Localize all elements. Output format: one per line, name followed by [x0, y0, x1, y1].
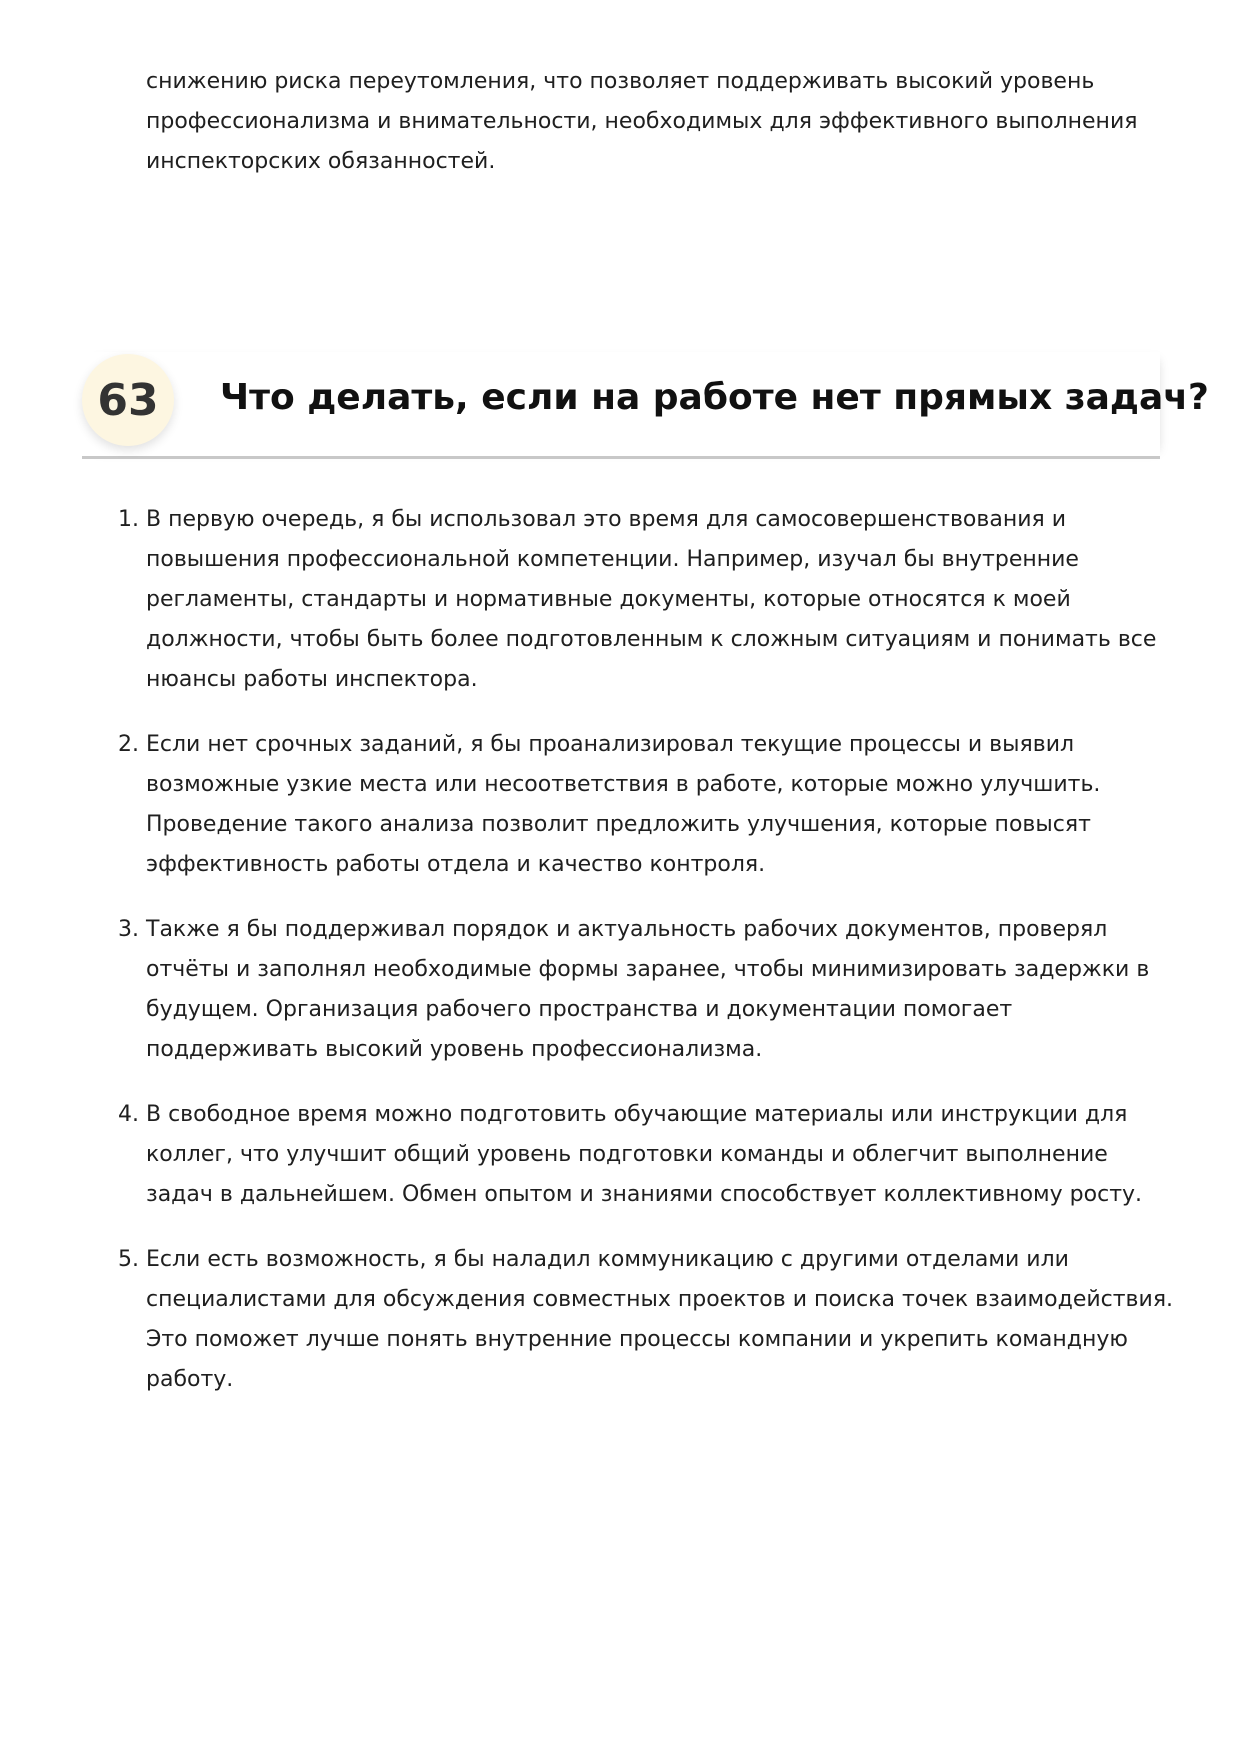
question-number-badge: 63: [82, 354, 174, 446]
list-item-number: 1.: [118, 507, 139, 532]
list-item: [106, 910, 1166, 1070]
text-line: инспекторских обязанностей.: [146, 149, 496, 174]
text-line: профессионализма и внимательности, необходимых для эффективного выполнения: [146, 109, 1138, 134]
text-line: повышения профессиональной компетенции. Например, изучал бы внутренние: [146, 547, 1079, 572]
text-line: будущем. Организация рабочего пространства и документации помогает: [146, 997, 1013, 1022]
section-header: [82, 352, 1209, 459]
answer-list: [106, 500, 1174, 1425]
list-item: [106, 1095, 1166, 1215]
text-line: Также я бы поддерживал порядок и актуальность рабочих документов, проверял: [146, 917, 1108, 942]
text-line: В первую очередь, я бы использовал это время для самосовершенствования и: [146, 507, 1067, 532]
text-line: Проведение такого анализа позволит предложить улучшения, которые повысят: [146, 812, 1091, 837]
list-item-text: [146, 500, 1166, 700]
text-line: возможные узкие места или несоответствия в работе, которые можно улучшить.: [146, 772, 1101, 797]
section-title: Что делать, если на работе нет прямых задач?: [220, 377, 1209, 418]
text-line: коллег, что улучшит общий уровень подготовки команды и облегчит выполнение: [146, 1142, 1108, 1167]
text-line: В свободное время можно подготовить обучающие материалы или инструкции для: [146, 1102, 1128, 1127]
text-line: специалистами для обсуждения совместных проектов и поиска точек взаимодействия.: [146, 1287, 1174, 1312]
list-item-number: 2.: [118, 732, 139, 757]
list-item-number: 3.: [118, 917, 139, 942]
text-line: Если есть возможность, я бы наладил коммуникацию с другими отделами или: [146, 1247, 1069, 1272]
text-line: задач в дальнейшем. Обмен опытом и знаниями способствует коллективному росту.: [146, 1182, 1143, 1207]
list-item-number: 4.: [118, 1102, 139, 1127]
text-line: должности, чтобы быть более подготовленным к сложным ситуациям и понимать все: [146, 627, 1157, 652]
text-line: поддерживать высокий уровень профессионализма.: [146, 1037, 763, 1062]
text-line: работу.: [146, 1367, 234, 1392]
text-line: эффективность работы отдела и качество контроля.: [146, 852, 766, 877]
text-line: нюансы работы инспектора.: [146, 667, 478, 692]
list-item: [106, 500, 1166, 700]
text-line: снижению риска переутомления, что позволяет поддерживать высокий уровень: [146, 69, 1095, 94]
text-line: Это поможет лучше понять внутренние процессы компании и укрепить командную: [146, 1327, 1128, 1352]
list-item: [106, 725, 1166, 885]
carry-over-paragraph: [146, 62, 1156, 182]
text-line: регламенты, стандарты и нормативные документы, которые относятся к моей: [146, 587, 1071, 612]
list-item-text: [146, 1240, 1174, 1400]
list-item-number: 5.: [118, 1247, 139, 1272]
list-item-text: [146, 910, 1166, 1070]
list-item-text: [146, 725, 1166, 885]
text-line: отчёты и заполнял необходимые формы заранее, чтобы минимизировать задержки в: [146, 957, 1150, 982]
text-line: Если нет срочных заданий, я бы проанализировал текущие процессы и выявил: [146, 732, 1075, 757]
list-item-text: [146, 1095, 1166, 1215]
list-item: [106, 1240, 1174, 1400]
